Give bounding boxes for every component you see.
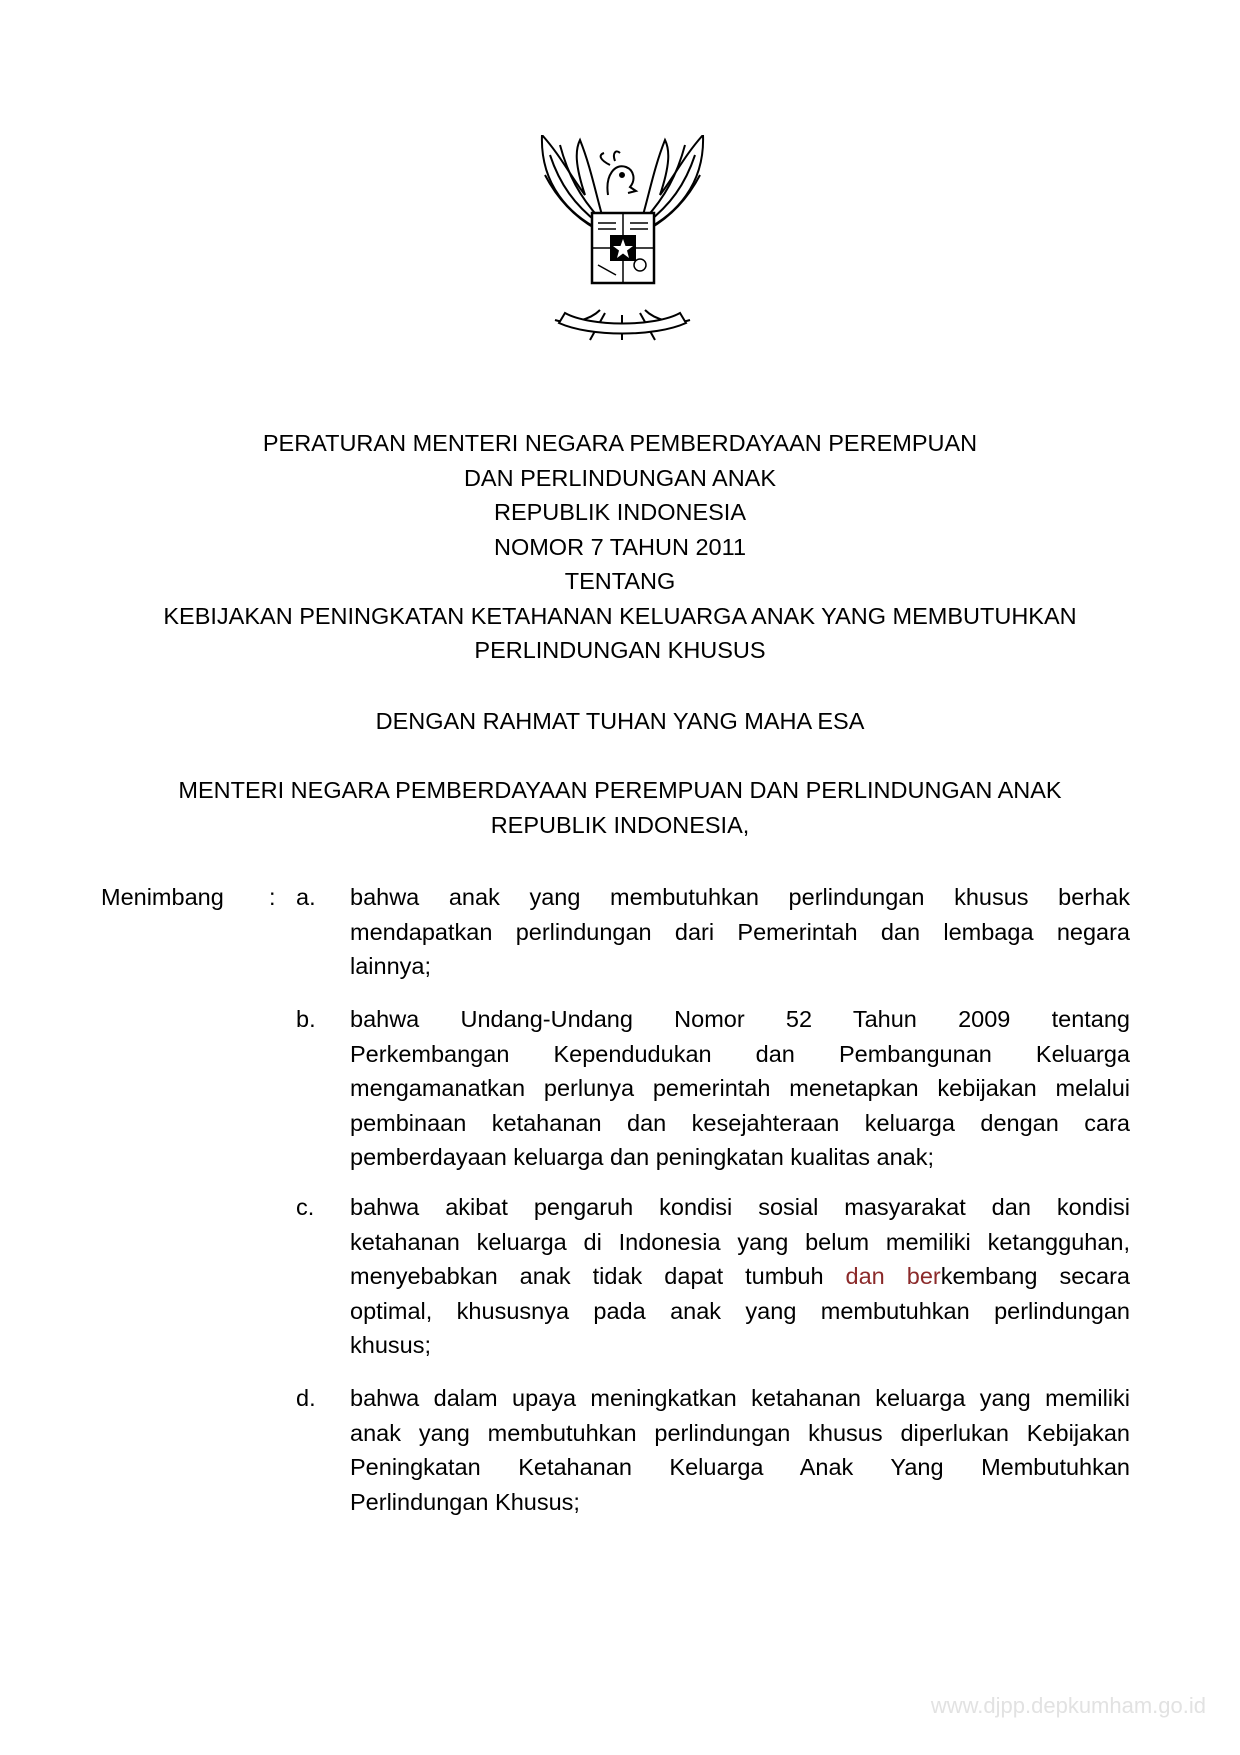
item-line: lainnya; [350,953,431,979]
item-letter: a. [296,884,316,910]
item-line: pembinaan ketahanan dan kesejahteraan keluarga dengan cara [350,1109,1130,1136]
considering-item-c [350,1190,1130,1363]
title-line: NOMOR 7 TAHUN 2011 [493,533,747,560]
title-line: PERATURAN MENTERI NEGARA PEMBERDAYAAN PEREMPUAN [262,430,978,456]
minister-heading [100,773,1140,842]
considering-label: Menimbang [101,884,224,910]
item-line-part: kembang secara [940,1263,1130,1289]
item-letter: b. [296,1006,316,1032]
watermark: www.djpp.depkumham.go.id [930,1693,1206,1718]
minister-line: REPUBLIK INDONESIA, [490,811,750,838]
item-line: Perlindungan Khusus; [350,1488,580,1515]
title-line: TENTANG [564,568,676,594]
minister-line: MENTERI NEGARA PEMBERDAYAAN PEREMPUAN DAN PERLINDUNGAN ANAK [178,777,1062,803]
regulation-title [100,426,1140,668]
item-line: pemberdayaan keluarga dan peningkatan kualitas anak; [350,1144,935,1170]
highlighted-text: dan ber [845,1263,941,1289]
item-line-mixed [350,1259,1130,1294]
item-line: mendapatkan perlindungan dari Pemerintah dan lembaga negara [350,918,1130,945]
item-line: bahwa dalam upaya meningkatkan ketahanan keluarga yang memiliki [350,1385,1130,1411]
considering-item-b [350,1002,1130,1175]
title-line: DAN PERLINDUNGAN ANAK [463,464,777,491]
item-line-part: menyebabkan anak tidak dapat tumbuh [350,1263,846,1289]
item-line: mengamanatkan perlunya pemerintah menetapkan kebijakan melalui [350,1075,1130,1101]
considering-item-a [350,880,1130,984]
item-letter: d. [296,1385,316,1411]
item-line: bahwa anak yang membutuhkan perlindungan khusus berhak [350,884,1130,910]
invocation-line: DENGAN RAHMAT TUHAN YANG MAHA ESA [375,708,865,734]
item-line: ketahanan keluarga di Indonesia yang belum memiliki ketangguhan, [350,1228,1130,1255]
title-line: REPUBLIK INDONESIA [493,499,747,525]
item-letter: c. [296,1194,315,1220]
item-line: anak yang membutuhkan perlindungan khusus diperlukan Kebijakan [350,1419,1130,1446]
item-line: optimal, khususnya pada anak yang membutuhkan perlindungan [350,1297,1130,1324]
item-line: Perkembangan Kependudukan dan Pembangunan Keluarga [350,1040,1130,1067]
title-line: KEBIJAKAN PENINGKATAN KETAHANAN KELUARGA ANAK YANG MEMBUTUHKAN [163,602,1077,629]
considering-item-d [350,1381,1130,1519]
item-line: bahwa Undang-Undang Nomor 52 Tahun 2009 tentang [350,1006,1130,1032]
title-line: PERLINDUNGAN KHUSUS [474,637,766,663]
item-line: khusus; [350,1332,431,1358]
invocation [100,704,1140,739]
garuda-emblem-icon [530,135,715,345]
item-line: Peningkatan Ketahanan Keluarga Anak Yang Membutuhkan [350,1454,1130,1480]
item-line: bahwa akibat pengaruh kondisi sosial masyarakat dan kondisi [350,1194,1130,1220]
considering-colon: : [269,884,276,910]
